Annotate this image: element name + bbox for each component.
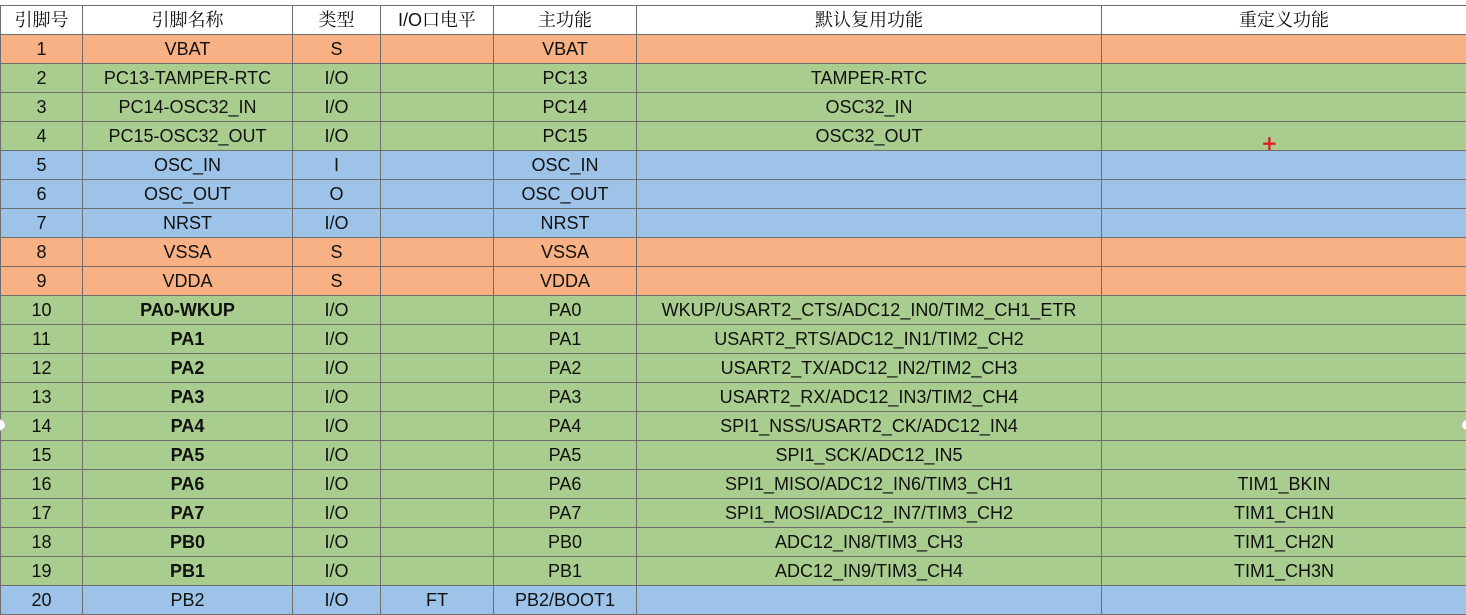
cell-main-function: PB1 <box>494 557 637 586</box>
cell-remap-function: TIM1_CH3N <box>1102 557 1466 586</box>
header-type: 类型 <box>293 6 381 35</box>
cell-main-function: PA1 <box>494 325 637 354</box>
cell-default-alt-function <box>637 35 1102 64</box>
cell-pin-name: NRST <box>83 209 293 238</box>
cell-remap-function <box>1102 180 1466 209</box>
cell-io-level <box>381 528 494 557</box>
header-io-level: I/O口电平 <box>381 6 494 35</box>
cell-pin-name: PA7 <box>83 499 293 528</box>
table-row <box>1 267 1466 296</box>
cell-type: I/O <box>293 122 381 151</box>
cell-main-function: PC15 <box>494 122 637 151</box>
cell-pin-number: 12 <box>1 354 83 383</box>
table-row <box>1 528 1466 557</box>
cell-default-alt-function: ADC12_IN9/TIM3_CH4 <box>637 557 1102 586</box>
cell-default-alt-function <box>637 238 1102 267</box>
cell-type: I/O <box>293 209 381 238</box>
cell-io-level <box>381 325 494 354</box>
right-resize-handle-icon[interactable] <box>1461 419 1466 431</box>
cell-main-function: PC13 <box>494 64 637 93</box>
crosshair-cursor-icon: + <box>1261 131 1278 155</box>
cell-pin-name: PB2 <box>83 586 293 615</box>
cell-io-level <box>381 354 494 383</box>
cell-pin-number: 13 <box>1 383 83 412</box>
cell-pin-number: 10 <box>1 296 83 325</box>
cell-pin-name: PA6 <box>83 470 293 499</box>
header-remap-function: 重定义功能 <box>1102 6 1466 35</box>
cell-pin-name: OSC_OUT <box>83 180 293 209</box>
cell-type: I/O <box>293 354 381 383</box>
table-row <box>1 354 1466 383</box>
cell-pin-name: PB0 <box>83 528 293 557</box>
cell-type: I/O <box>293 557 381 586</box>
header-pin-name: 引脚名称 <box>83 6 293 35</box>
cell-main-function: PB2/BOOT1 <box>494 586 637 615</box>
table-row <box>1 383 1466 412</box>
cell-pin-name: PA0-WKUP <box>83 296 293 325</box>
cell-io-level <box>381 35 494 64</box>
cell-remap-function <box>1102 441 1466 470</box>
table-row <box>1 441 1466 470</box>
cell-main-function: PA3 <box>494 383 637 412</box>
table-body <box>1 35 1466 615</box>
cell-default-alt-function: SPI1_MOSI/ADC12_IN7/TIM3_CH2 <box>637 499 1102 528</box>
cell-type: I/O <box>293 470 381 499</box>
cell-io-level: FT <box>381 586 494 615</box>
cell-type: I/O <box>293 499 381 528</box>
table-row <box>1 180 1466 209</box>
cell-default-alt-function: SPI1_SCK/ADC12_IN5 <box>637 441 1102 470</box>
cell-pin-number: 18 <box>1 528 83 557</box>
cell-default-alt-function <box>637 586 1102 615</box>
cell-main-function: PA2 <box>494 354 637 383</box>
cell-pin-name: PC14-OSC32_IN <box>83 93 293 122</box>
cell-default-alt-function: SPI1_MISO/ADC12_IN6/TIM3_CH1 <box>637 470 1102 499</box>
cell-default-alt-function <box>637 180 1102 209</box>
cell-type: I/O <box>293 383 381 412</box>
table-row <box>1 93 1466 122</box>
cell-io-level <box>381 122 494 151</box>
cell-remap-function <box>1102 35 1466 64</box>
cell-io-level <box>381 209 494 238</box>
cell-main-function: PA5 <box>494 441 637 470</box>
table-row <box>1 296 1466 325</box>
cell-remap-function <box>1102 325 1466 354</box>
cell-pin-number: 3 <box>1 93 83 122</box>
cell-main-function: PA4 <box>494 412 637 441</box>
cell-default-alt-function: OSC32_IN <box>637 93 1102 122</box>
cell-main-function: PC14 <box>494 93 637 122</box>
cell-default-alt-function <box>637 151 1102 180</box>
cell-default-alt-function: OSC32_OUT <box>637 122 1102 151</box>
cell-pin-name: VBAT <box>83 35 293 64</box>
header-default-alt-function: 默认复用功能 <box>637 6 1102 35</box>
cell-remap-function <box>1102 383 1466 412</box>
table-row <box>1 209 1466 238</box>
cell-pin-name: PA3 <box>83 383 293 412</box>
cell-main-function: OSC_IN <box>494 151 637 180</box>
cell-pin-name: VSSA <box>83 238 293 267</box>
cell-default-alt-function: SPI1_NSS/USART2_CK/ADC12_IN4 <box>637 412 1102 441</box>
cell-main-function: OSC_OUT <box>494 180 637 209</box>
cell-main-function: PA0 <box>494 296 637 325</box>
cell-default-alt-function: USART2_TX/ADC12_IN2/TIM2_CH3 <box>637 354 1102 383</box>
cell-io-level <box>381 412 494 441</box>
cell-remap-function: TIM1_CH2N <box>1102 528 1466 557</box>
cell-pin-name: PC13-TAMPER-RTC <box>83 64 293 93</box>
cell-pin-name: PA5 <box>83 441 293 470</box>
header-row <box>1 6 1466 35</box>
cell-io-level <box>381 180 494 209</box>
cell-pin-name: PA4 <box>83 412 293 441</box>
cell-remap-function <box>1102 209 1466 238</box>
cell-main-function: PA6 <box>494 470 637 499</box>
cell-main-function: PA7 <box>494 499 637 528</box>
cell-remap-function <box>1102 586 1466 615</box>
cell-pin-number: 8 <box>1 238 83 267</box>
cell-main-function: PB0 <box>494 528 637 557</box>
table-row <box>1 35 1466 64</box>
cell-remap-function <box>1102 151 1466 180</box>
cell-type: I/O <box>293 586 381 615</box>
cell-io-level <box>381 267 494 296</box>
cell-pin-number: 15 <box>1 441 83 470</box>
cell-remap-function <box>1102 64 1466 93</box>
table-row <box>1 412 1466 441</box>
cell-type: I/O <box>293 64 381 93</box>
cell-remap-function <box>1102 267 1466 296</box>
table-row <box>1 151 1466 180</box>
table-row <box>1 64 1466 93</box>
cell-type: S <box>293 238 381 267</box>
cell-io-level <box>381 296 494 325</box>
cell-pin-number: 4 <box>1 122 83 151</box>
cell-pin-name: PC15-OSC32_OUT <box>83 122 293 151</box>
table-row <box>1 238 1466 267</box>
cell-io-level <box>381 470 494 499</box>
header-main-function: 主功能 <box>494 6 637 35</box>
cell-type: I/O <box>293 441 381 470</box>
cell-remap-function <box>1102 296 1466 325</box>
cell-io-level <box>381 151 494 180</box>
cell-type: I/O <box>293 528 381 557</box>
cell-main-function: VDDA <box>494 267 637 296</box>
table-row <box>1 470 1466 499</box>
cell-type: S <box>293 35 381 64</box>
cell-pin-number: 5 <box>1 151 83 180</box>
cell-main-function: VSSA <box>494 238 637 267</box>
table-row <box>1 122 1466 151</box>
cell-type: I/O <box>293 296 381 325</box>
cell-type: O <box>293 180 381 209</box>
cell-pin-number: 14 <box>1 412 83 441</box>
cell-pin-name: OSC_IN <box>83 151 293 180</box>
cell-remap-function <box>1102 412 1466 441</box>
cell-io-level <box>381 499 494 528</box>
cell-pin-number: 7 <box>1 209 83 238</box>
cell-default-alt-function: ADC12_IN8/TIM3_CH3 <box>637 528 1102 557</box>
cell-type: S <box>293 267 381 296</box>
cell-remap-function <box>1102 93 1466 122</box>
cell-remap-function: TIM1_BKIN <box>1102 470 1466 499</box>
cell-io-level <box>381 238 494 267</box>
cell-type: I/O <box>293 325 381 354</box>
cell-pin-name: PA2 <box>83 354 293 383</box>
table-row <box>1 499 1466 528</box>
cell-io-level <box>381 383 494 412</box>
cell-remap-function <box>1102 122 1466 155</box>
cell-type: I/O <box>293 412 381 441</box>
cell-default-alt-function: WKUP/USART2_CTS/ADC12_IN0/TIM2_CH1_ETR <box>637 296 1102 325</box>
cell-io-level <box>381 93 494 122</box>
cell-default-alt-function <box>637 209 1102 238</box>
cell-default-alt-function: USART2_RTS/ADC12_IN1/TIM2_CH2 <box>637 325 1102 354</box>
cell-type: I <box>293 151 381 180</box>
cell-remap-function <box>1102 354 1466 383</box>
cell-pin-name: PA1 <box>83 325 293 354</box>
cell-pin-number: 17 <box>1 499 83 528</box>
cell-remap-function: TIM1_CH1N <box>1102 499 1466 528</box>
cell-default-alt-function <box>637 267 1102 296</box>
cell-pin-number: 11 <box>1 325 83 354</box>
cell-default-alt-function: TAMPER-RTC <box>637 64 1102 93</box>
pin-definition-table <box>0 5 1466 615</box>
cell-pin-name: VDDA <box>83 267 293 296</box>
cell-io-level <box>381 441 494 470</box>
cell-default-alt-function: USART2_RX/ADC12_IN3/TIM2_CH4 <box>637 383 1102 412</box>
cell-pin-number: 9 <box>1 267 83 296</box>
cell-pin-number: 20 <box>1 586 83 615</box>
header-pin-number: 引脚号 <box>1 6 83 35</box>
cell-pin-number: 1 <box>1 35 83 64</box>
table-row <box>1 325 1466 354</box>
table-row <box>1 586 1466 615</box>
cell-pin-number: 19 <box>1 557 83 586</box>
cell-remap-function <box>1102 238 1466 267</box>
cell-pin-number: 6 <box>1 180 83 209</box>
cell-type: I/O <box>293 93 381 122</box>
cell-main-function: VBAT <box>494 35 637 64</box>
cell-pin-number: 2 <box>1 64 83 93</box>
cell-pin-name: PB1 <box>83 557 293 586</box>
cell-pin-number: 16 <box>1 470 83 499</box>
cell-io-level <box>381 557 494 586</box>
cell-io-level <box>381 64 494 93</box>
cell-main-function: NRST <box>494 209 637 238</box>
table-row <box>1 557 1466 586</box>
